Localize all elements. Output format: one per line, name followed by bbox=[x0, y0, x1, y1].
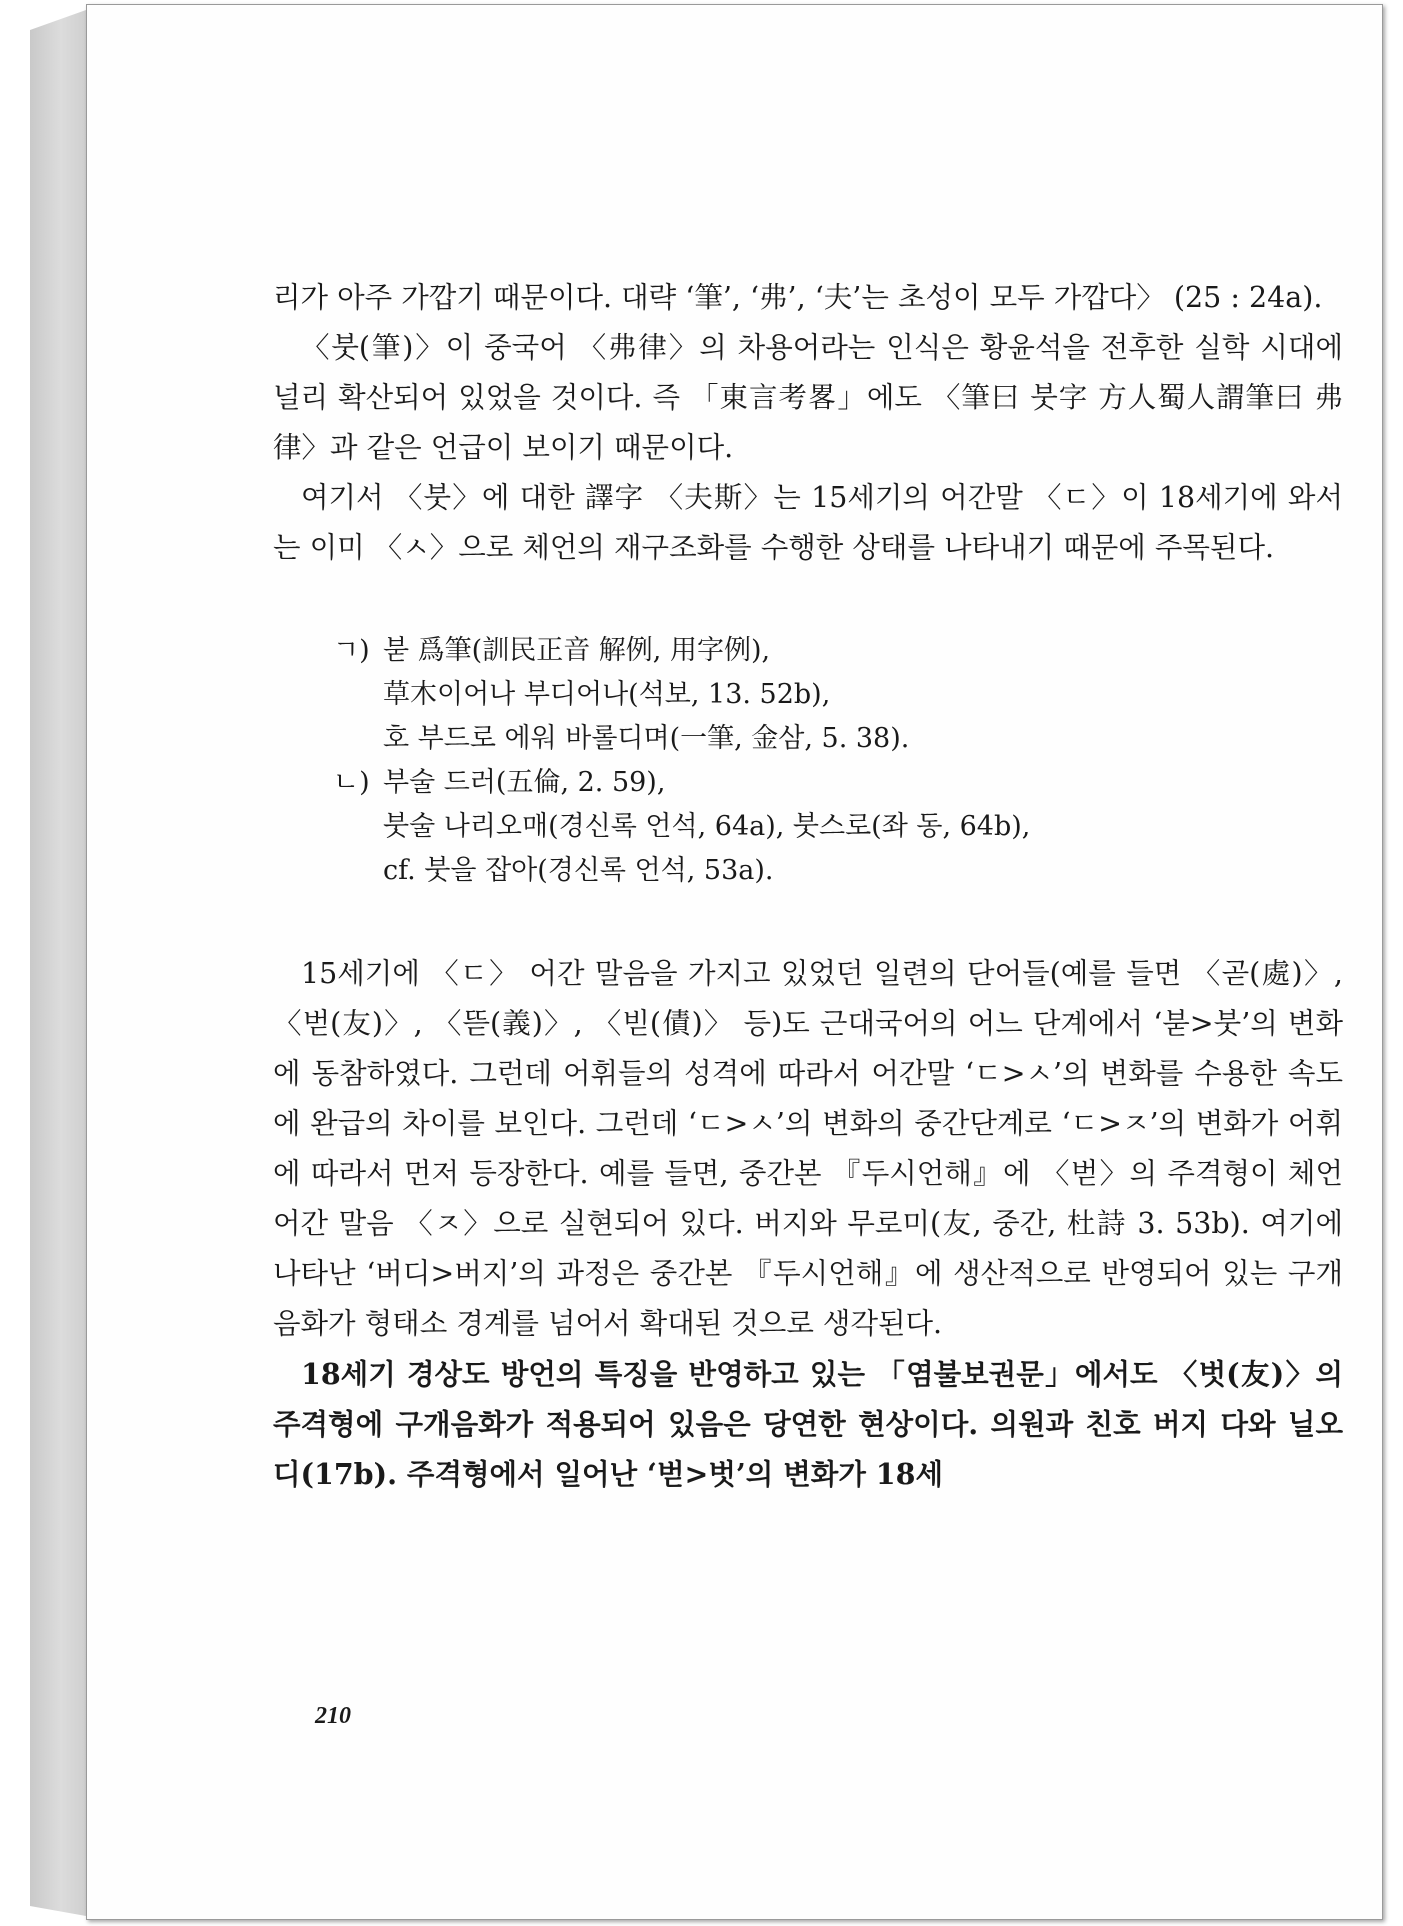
paragraph-2: 〈붓(筆)〉이 중국어 〈弗律〉의 차용어라는 인식은 황윤석을 전후한 실학 시대에 널리 확산되어 있었을 것이다. 즉 「東言考畧」에도 〈筆曰 붓字 方人蜀人謂筆曰 弗律〉과 같은 언급이 보이기 때문이다. bbox=[273, 331, 1343, 464]
book-spine bbox=[30, 10, 86, 1916]
book-page bbox=[86, 4, 1383, 1920]
example-b-mark: ㄴ) bbox=[333, 767, 370, 798]
example-a-line-3: 호 부드로 에워 바롤디며(一筆, 金삼, 5. 38). bbox=[383, 723, 910, 754]
example-b-line-1: 부술 드러(五倫, 2. 59), bbox=[383, 767, 666, 798]
paragraph-5: 18세기 경상도 방언의 특징을 반영하고 있는 「염불보권문」에서도 〈벗(友)〉의 주격형에 구개음화가 적용되어 있음은 당연한 현상이다. 의원과 친호 버지 다와 닐오디(17b). 주격형에서 일어난 ‘벋>벗’의 변화가 18세 bbox=[273, 1357, 1343, 1491]
example-a-row bbox=[333, 629, 1343, 673]
example-a-line-2: 草木이어나 부디어나(석보, 13. 52b), bbox=[383, 679, 831, 710]
paragraph-1: 리가 아주 가깝기 때문이다. 대략 ‘筆’, ‘弗’, ‘夫’는 초성이 모두 가깝다〉 (25 : 24a). bbox=[273, 281, 1323, 314]
example-b-row bbox=[333, 761, 1343, 805]
page-body bbox=[273, 273, 1343, 1499]
example-b-line-2: 붓술 나리오매(경신록 언석, 64a), 붓스로(좌 동, 64b), bbox=[383, 811, 1031, 842]
example-a-mark: ㄱ) bbox=[333, 635, 370, 666]
example-a-line-1: 붇 爲筆(訓民正音 解例, 用字例), bbox=[383, 635, 771, 666]
example-block bbox=[333, 629, 1343, 893]
paragraph-3: 여기서 〈붓〉에 대한 譯字 〈夫斯〉는 15세기의 어간말 〈ㄷ〉이 18세기에 와서는 이미 〈ㅅ〉으로 체언의 재구조화를 수행한 상태를 나타내기 때문에 주목된다. bbox=[273, 481, 1343, 564]
example-b-line-3: cf. 붓을 잡아(경신록 언석, 53a). bbox=[383, 855, 774, 886]
paragraph-4: 15세기에 〈ㄷ〉 어간 말음을 가지고 있었던 일련의 단어들(예를 들면 〈곧(處)〉, 〈벋(友)〉, 〈뜯(義)〉, 〈빋(債)〉 등)도 근대국어의 어느 단계에서 ‘붇>붓’의 변화에 동참하였다. 그런데 어휘들의 성격에 따라서 어간말 ‘ㄷ>ㅅ’의 변화를 수용한 속도에 완급의 차이를 보인다. 그런데 ‘ㄷ>ㅅ’의 변화의 중간단계로 ‘ㄷ>ㅈ’의 변화가 어휘에 따라서 먼저 등장한다. 예를 들면, 중간본 『두시언해』에 〈벋〉의 주격형이 체언어간 말음 〈ㅈ〉으로 실현되어 있다. 버지와 무로미(友, 중간, 杜詩 3. 53b). 여기에 나타난 ‘버디>버지’의 과정은 중간본 『두시언해』에 생산적으로 반영되어 있는 구개음화가 형태소 경계를 넘어서 확대된 것으로 생각된다. bbox=[273, 957, 1343, 1340]
page-number: 210 bbox=[315, 1703, 351, 1729]
